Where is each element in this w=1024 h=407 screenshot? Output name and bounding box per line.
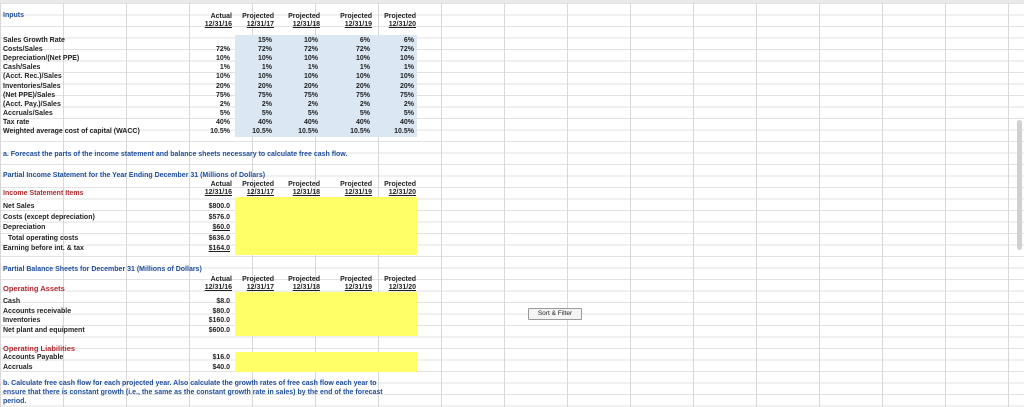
cell-value[interactable]: 75%	[303, 91, 318, 99]
cell-value[interactable]: 5%	[359, 109, 370, 117]
bs-col-2020: Projected 12/31/20	[384, 276, 416, 291]
row-label: Sales Growth Rate	[3, 37, 65, 44]
assets-answer-area[interactable]	[235, 292, 417, 336]
cell-value[interactable]: $16.0	[212, 354, 230, 361]
balance-sheet-title: Partial Balance Sheets for December 31 (Millions of Dollars)	[3, 266, 202, 273]
cell-value[interactable]: 1%	[359, 64, 370, 72]
row-label: Accounts Payable	[3, 354, 64, 361]
cell-value[interactable]: 20%	[303, 82, 318, 90]
is-col-2019: Projected 12/31/19	[340, 181, 372, 196]
row-label: Weighted average cost of capital (WACC)	[3, 128, 140, 135]
row-label: Costs (except depreciation)	[3, 213, 95, 221]
operating-assets-header: Operating Assets	[3, 284, 65, 293]
row-label: Depreciation	[3, 224, 46, 231]
cell-value[interactable]: 72%	[399, 46, 414, 54]
question-b-line1: b. Calculate free cash flow for each projected year. Also calculate the growth rates of free cash flow each year to	[3, 380, 377, 387]
row-label: Total operating costs	[8, 234, 79, 242]
question-b-line3: period.	[3, 398, 27, 405]
cell-value[interactable]: $80.0	[212, 307, 230, 315]
bs-col-2018: Projected 12/31/18	[288, 276, 320, 291]
cell-value[interactable]: 10%	[303, 55, 318, 63]
row-label: Depreciation/(Net PPE)	[3, 55, 80, 63]
cell-value[interactable]: 10%	[215, 73, 230, 81]
cell-value[interactable]: 75%	[215, 91, 230, 99]
cell-value[interactable]: 1%	[307, 64, 318, 72]
row-label: Cash	[3, 298, 21, 305]
cell-value[interactable]: $164.0	[208, 245, 230, 252]
cell-value[interactable]: 72%	[303, 46, 318, 54]
cell-value[interactable]: 10%	[215, 55, 230, 63]
is-col-actual: Actual 12/31/16	[204, 181, 232, 196]
col-header-2020: Projected 12/31/20	[384, 13, 416, 28]
cell-value[interactable]: $636.0	[208, 234, 230, 242]
cell-value[interactable]: $576.0	[208, 213, 230, 221]
cell-value[interactable]: 10.5%	[394, 128, 414, 135]
cell-value[interactable]: 40%	[355, 118, 370, 126]
is-col-2018: Projected 12/31/18	[288, 181, 320, 196]
cell-value[interactable]: 72%	[355, 46, 370, 54]
cell-value[interactable]: 40%	[257, 118, 272, 126]
liabilities-answer-area[interactable]	[235, 352, 417, 372]
row-label: Tax rate	[3, 118, 30, 126]
cell-value[interactable]: 10%	[355, 55, 370, 63]
cell-value[interactable]: 40%	[399, 118, 414, 126]
col-header-2019: Projected 12/31/19	[340, 13, 372, 28]
income-statement-header: Income Statement Items	[3, 190, 84, 197]
cell-value[interactable]: 10%	[399, 73, 414, 81]
row-label: Cash/Sales	[3, 64, 41, 72]
bs-col-actual: Actual 12/31/16	[204, 276, 232, 291]
vertical-scrollbar[interactable]	[1017, 120, 1022, 250]
row-label: (Net PPE)/Sales	[3, 91, 56, 99]
cell-value[interactable]: 2%	[307, 100, 318, 108]
cell-value[interactable]: 10%	[399, 55, 414, 63]
row-label: Earning before int. & tax	[3, 245, 84, 252]
cell-value[interactable]: 2%	[359, 100, 370, 108]
cell-value[interactable]: 75%	[257, 91, 272, 99]
cell-value[interactable]: $160.0	[208, 317, 230, 325]
row-label: Accounts receivable	[3, 307, 72, 315]
row-label: Net plant and equipment	[3, 326, 85, 334]
cell-value[interactable]: 20%	[355, 82, 370, 90]
cell-value[interactable]: 75%	[399, 91, 414, 99]
cell-value[interactable]: 10.5%	[350, 128, 370, 135]
cell-value[interactable]: 40%	[303, 118, 318, 126]
cell-value[interactable]: $800.0	[208, 203, 230, 210]
cell-value[interactable]: 10%	[303, 73, 318, 81]
operating-liabilities-header: Operating Liabilities	[3, 344, 76, 353]
row-label: Net Sales	[3, 203, 35, 210]
cell-value[interactable]: 5%	[219, 109, 230, 117]
cell-value[interactable]: 6%	[359, 37, 370, 44]
row-label: (Acct. Pay.)/Sales	[3, 100, 61, 108]
cell-value[interactable]: $8.0	[216, 298, 230, 305]
cell-value[interactable]: 72%	[215, 46, 230, 54]
cell-value[interactable]: 5%	[307, 109, 318, 117]
cell-value[interactable]: 20%	[399, 82, 414, 90]
cell-value[interactable]: $40.0	[212, 364, 230, 371]
row-label: Accruals/Sales	[3, 109, 53, 117]
cell-value[interactable]: 10%	[257, 55, 272, 63]
income-statement-title: Partial Income Statement for the Year Ending December 31 (Millions of Dollars)	[3, 172, 266, 179]
col-header-actual: Actual 12/31/16	[204, 13, 232, 28]
row-label: Accruals	[3, 364, 33, 371]
row-label: Inventories/Sales	[3, 82, 61, 90]
question-a: a. Forecast the parts of the income statement and balance sheets necessary to calculate free cash flow.	[3, 151, 348, 158]
bs-col-2019: Projected 12/31/19	[340, 276, 372, 291]
toolbar-edge	[0, 0, 1024, 3]
cell-value[interactable]: 10%	[303, 37, 318, 44]
cell-value[interactable]: 6%	[403, 37, 414, 44]
cell-value[interactable]: 2%	[261, 100, 272, 108]
row-label: Costs/Sales	[3, 46, 43, 54]
cell-value[interactable]: 20%	[215, 82, 230, 90]
cell-value[interactable]: $60.0	[212, 224, 230, 231]
cell-value[interactable]: 2%	[403, 100, 414, 108]
cell-value[interactable]: 5%	[403, 109, 414, 117]
cell-value[interactable]: 15%	[257, 37, 272, 44]
cell-value[interactable]: 1%	[261, 64, 272, 72]
cell-value[interactable]: 72%	[257, 46, 272, 54]
cell-value[interactable]: $600.0	[208, 326, 230, 334]
sort-filter-button[interactable]: Sort & Filter	[528, 308, 582, 320]
col-header-2017: Projected 12/31/17	[242, 13, 274, 28]
col-header-2018: Projected 12/31/18	[288, 13, 320, 28]
cell-value[interactable]: 1%	[403, 64, 414, 72]
row-label: (Acct. Rec.)/Sales	[3, 73, 62, 81]
cell-value[interactable]: 20%	[257, 82, 272, 90]
is-col-2020: Projected 12/31/20	[384, 181, 416, 196]
question-b-line2: ensure that there is constant growth (i.e., the same as the constant growth rate in sales) by the end of the forecast	[3, 389, 383, 396]
inputs-label: Inputs	[3, 12, 24, 19]
is-col-2017: Projected 12/31/17	[242, 181, 274, 196]
cell-value[interactable]: 5%	[261, 109, 272, 117]
cell-value[interactable]: 10.5%	[252, 128, 272, 135]
cell-value[interactable]: 2%	[219, 100, 230, 108]
cell-value[interactable]: 40%	[215, 118, 230, 126]
income-answer-area[interactable]	[235, 197, 417, 255]
cell-value[interactable]: 1%	[219, 64, 230, 72]
cell-value[interactable]: 10%	[257, 73, 272, 81]
cell-value[interactable]: 10.5%	[210, 128, 230, 135]
row-label: Inventories	[3, 317, 41, 325]
cell-value[interactable]: 10.5%	[298, 128, 318, 135]
bs-col-2017: Projected 12/31/17	[242, 276, 274, 291]
cell-value[interactable]: 10%	[355, 73, 370, 81]
cell-value[interactable]: 75%	[355, 91, 370, 99]
